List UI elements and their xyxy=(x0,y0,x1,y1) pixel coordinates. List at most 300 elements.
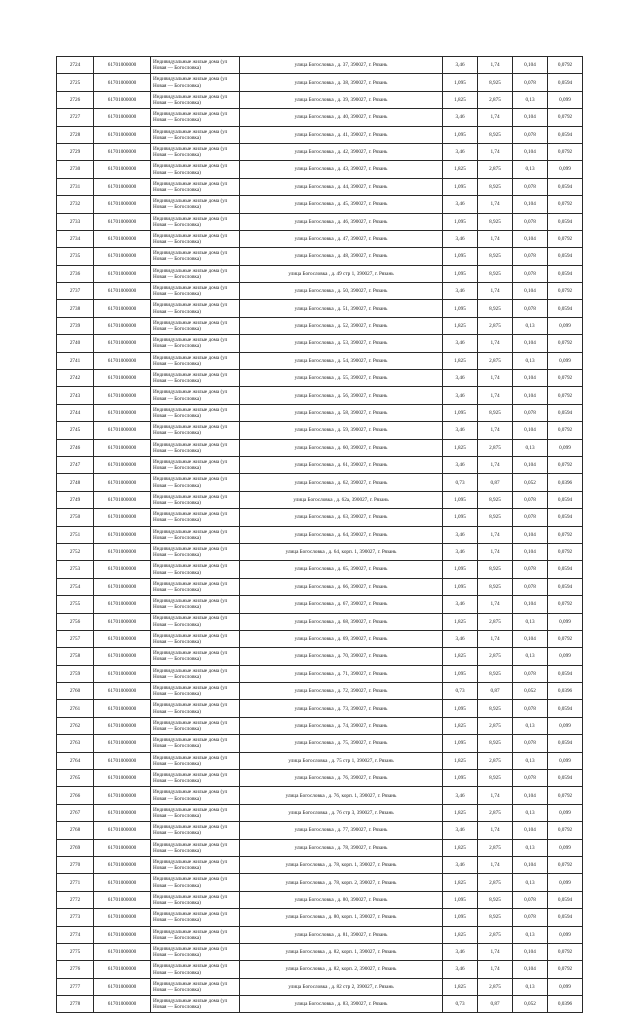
oktmo-code-cell: 61701000000 xyxy=(94,283,151,300)
table-row xyxy=(57,613,583,630)
address-cell: улица Богословка , д. 48, 390027, г. Рязань xyxy=(240,248,443,265)
object-type-cell: Индивидуальные жилые дома (ул Новая — Богословка) xyxy=(151,352,240,369)
value-1-cell: 1,825 xyxy=(443,613,478,630)
value-2-cell: 2,875 xyxy=(478,839,513,856)
value-4-cell: 0,0792 xyxy=(548,630,583,647)
row-number-cell: 2751 xyxy=(57,526,94,543)
address-cell: улица Богословка , д. 38, 390027, г. Рязань xyxy=(240,74,443,91)
row-number-cell: 2775 xyxy=(57,943,94,960)
address-cell: улица Богословка , д. 80, 390027, г. Рязань xyxy=(240,891,443,908)
address-cell: улица Богословка , д. 46, 390027, г. Рязань xyxy=(240,213,443,230)
oktmo-code-cell: 61701000000 xyxy=(94,978,151,995)
address-cell: улица Богословка , д. 82, корп. 1, 390027, г. Рязань xyxy=(240,943,443,960)
object-type-cell: Индивидуальные жилые дома (ул Новая — Богословка) xyxy=(151,787,240,804)
object-type-cell: Индивидуальные жилые дома (ул Новая — Богословка) xyxy=(151,439,240,456)
oktmo-code-cell: 61701000000 xyxy=(94,509,151,526)
row-number-cell: 2727 xyxy=(57,109,94,126)
value-2-cell: 1,74 xyxy=(478,943,513,960)
address-cell: улица Богословка , д. 60, 390027, г. Рязань xyxy=(240,439,443,456)
value-1-cell: 3,46 xyxy=(443,822,478,839)
data-table-body xyxy=(57,57,583,1013)
value-1-cell: 1,095 xyxy=(443,178,478,195)
address-cell: улица Богословка , д. 69, 390027, г. Рязань xyxy=(240,630,443,647)
value-4-cell: 0,099 xyxy=(548,648,583,665)
oktmo-code-cell: 61701000000 xyxy=(94,474,151,491)
row-number-cell: 2777 xyxy=(57,978,94,995)
value-1-cell: 3,46 xyxy=(443,526,478,543)
table-row xyxy=(57,752,583,769)
oktmo-code-cell: 61701000000 xyxy=(94,196,151,213)
row-number-cell: 2736 xyxy=(57,265,94,282)
row-number-cell: 2744 xyxy=(57,404,94,421)
value-3-cell: 0,078 xyxy=(513,491,548,508)
value-2-cell: 1,74 xyxy=(478,787,513,804)
table-row xyxy=(57,422,583,439)
value-1-cell: 1,095 xyxy=(443,126,478,143)
value-3-cell: 0,078 xyxy=(513,891,548,908)
value-2-cell: 8,925 xyxy=(478,265,513,282)
row-number-cell: 2756 xyxy=(57,613,94,630)
object-type-cell: Индивидуальные жилые дома (ул Новая — Богословка) xyxy=(151,752,240,769)
value-1-cell: 1,095 xyxy=(443,248,478,265)
value-2-cell: 1,74 xyxy=(478,196,513,213)
object-type-cell: Индивидуальные жилые дома (ул Новая — Богословка) xyxy=(151,874,240,891)
oktmo-code-cell: 61701000000 xyxy=(94,422,151,439)
value-2-cell: 2,875 xyxy=(478,161,513,178)
value-4-cell: 0,0594 xyxy=(548,509,583,526)
value-4-cell: 0,0792 xyxy=(548,283,583,300)
value-1-cell: 0,73 xyxy=(443,996,478,1013)
oktmo-code-cell: 61701000000 xyxy=(94,822,151,839)
value-3-cell: 0,078 xyxy=(513,735,548,752)
table-row xyxy=(57,961,583,978)
value-4-cell: 0,0594 xyxy=(548,265,583,282)
table-row xyxy=(57,874,583,891)
oktmo-code-cell: 61701000000 xyxy=(94,856,151,873)
value-3-cell: 0,104 xyxy=(513,143,548,160)
table-row xyxy=(57,335,583,352)
table-row xyxy=(57,856,583,873)
table-row xyxy=(57,978,583,995)
value-1-cell: 0,73 xyxy=(443,474,478,491)
value-1-cell: 3,46 xyxy=(443,283,478,300)
value-4-cell: 0,0792 xyxy=(548,422,583,439)
oktmo-code-cell: 61701000000 xyxy=(94,161,151,178)
value-2-cell: 8,925 xyxy=(478,404,513,421)
value-1-cell: 1,825 xyxy=(443,874,478,891)
value-4-cell: 0,099 xyxy=(548,717,583,734)
address-cell: улица Богословка , д. 64, 390027, г. Рязань xyxy=(240,526,443,543)
value-4-cell: 0,0594 xyxy=(548,74,583,91)
address-cell: улица Богословка , д. 63, 390027, г. Рязань xyxy=(240,509,443,526)
value-3-cell: 0,078 xyxy=(513,561,548,578)
object-type-cell: Индивидуальные жилые дома (ул Новая — Богословка) xyxy=(151,230,240,247)
oktmo-code-cell: 61701000000 xyxy=(94,57,151,74)
oktmo-code-cell: 61701000000 xyxy=(94,700,151,717)
value-1-cell: 1,095 xyxy=(443,700,478,717)
value-4-cell: 0,0594 xyxy=(548,248,583,265)
value-4-cell: 0,0594 xyxy=(548,126,583,143)
value-3-cell: 0,13 xyxy=(513,874,548,891)
value-3-cell: 0,078 xyxy=(513,248,548,265)
address-cell: улица Богословка , д. 78, корп. 2, 390027, г. Рязань xyxy=(240,874,443,891)
object-type-cell: Индивидуальные жилые дома (ул Новая — Богословка) xyxy=(151,474,240,491)
value-1-cell: 3,46 xyxy=(443,387,478,404)
row-number-cell: 2766 xyxy=(57,787,94,804)
value-2-cell: 0,87 xyxy=(478,683,513,700)
value-3-cell: 0,104 xyxy=(513,456,548,473)
object-type-cell: Индивидуальные жилые дома (ул Новая — Богословка) xyxy=(151,665,240,682)
value-2-cell: 1,74 xyxy=(478,109,513,126)
value-2-cell: 2,875 xyxy=(478,439,513,456)
value-2-cell: 1,74 xyxy=(478,543,513,560)
oktmo-code-cell: 61701000000 xyxy=(94,630,151,647)
value-2-cell: 2,875 xyxy=(478,978,513,995)
oktmo-code-cell: 61701000000 xyxy=(94,387,151,404)
table-row xyxy=(57,126,583,143)
row-number-cell: 2749 xyxy=(57,491,94,508)
table-row xyxy=(57,387,583,404)
row-number-cell: 2778 xyxy=(57,996,94,1013)
value-1-cell: 1,825 xyxy=(443,439,478,456)
value-4-cell: 0,0792 xyxy=(548,526,583,543)
value-3-cell: 0,078 xyxy=(513,300,548,317)
oktmo-code-cell: 61701000000 xyxy=(94,352,151,369)
value-2-cell: 2,875 xyxy=(478,804,513,821)
value-2-cell: 8,925 xyxy=(478,700,513,717)
oktmo-code-cell: 61701000000 xyxy=(94,578,151,595)
value-4-cell: 0,0594 xyxy=(548,891,583,908)
address-cell: улица Богословка , д. 67, 390027, г. Рязань xyxy=(240,596,443,613)
address-cell: улица Богословка , д. 76 стр 3, 390027, г. Рязань xyxy=(240,804,443,821)
value-1-cell: 1,095 xyxy=(443,561,478,578)
object-type-cell: Индивидуальные жилые дома (ул Новая — Богословка) xyxy=(151,943,240,960)
value-3-cell: 0,052 xyxy=(513,683,548,700)
object-type-cell: Индивидуальные жилые дома (ул Новая — Богословка) xyxy=(151,509,240,526)
oktmo-code-cell: 61701000000 xyxy=(94,265,151,282)
value-3-cell: 0,104 xyxy=(513,196,548,213)
value-1-cell: 1,095 xyxy=(443,265,478,282)
value-1-cell: 3,46 xyxy=(443,196,478,213)
row-number-cell: 2746 xyxy=(57,439,94,456)
value-2-cell: 8,925 xyxy=(478,213,513,230)
row-number-cell: 2764 xyxy=(57,752,94,769)
value-4-cell: 0,0792 xyxy=(548,596,583,613)
oktmo-code-cell: 61701000000 xyxy=(94,909,151,926)
value-2-cell: 2,875 xyxy=(478,317,513,334)
oktmo-code-cell: 61701000000 xyxy=(94,404,151,421)
value-3-cell: 0,13 xyxy=(513,352,548,369)
table-row xyxy=(57,474,583,491)
table-row xyxy=(57,74,583,91)
value-3-cell: 0,13 xyxy=(513,613,548,630)
value-1-cell: 3,46 xyxy=(443,143,478,160)
value-2-cell: 1,74 xyxy=(478,283,513,300)
value-3-cell: 0,104 xyxy=(513,387,548,404)
value-3-cell: 0,052 xyxy=(513,474,548,491)
value-1-cell: 1,095 xyxy=(443,909,478,926)
oktmo-code-cell: 61701000000 xyxy=(94,926,151,943)
row-number-cell: 2774 xyxy=(57,926,94,943)
oktmo-code-cell: 61701000000 xyxy=(94,335,151,352)
row-number-cell: 2726 xyxy=(57,91,94,108)
address-cell: улица Богословка , д. 75 стр 1, 390027, г. Рязань xyxy=(240,752,443,769)
row-number-cell: 2776 xyxy=(57,961,94,978)
value-4-cell: 0,099 xyxy=(548,752,583,769)
object-type-cell: Индивидуальные жилые дома (ул Новая — Богословка) xyxy=(151,91,240,108)
table-row xyxy=(57,300,583,317)
object-type-cell: Индивидуальные жилые дома (ул Новая — Богословка) xyxy=(151,283,240,300)
row-number-cell: 2738 xyxy=(57,300,94,317)
value-4-cell: 0,099 xyxy=(548,317,583,334)
oktmo-code-cell: 61701000000 xyxy=(94,996,151,1013)
value-3-cell: 0,104 xyxy=(513,335,548,352)
value-4-cell: 0,0594 xyxy=(548,735,583,752)
value-2-cell: 0,87 xyxy=(478,474,513,491)
address-cell: улица Богословка , д. 64, корп. 1, 390027, г. Рязань xyxy=(240,543,443,560)
value-1-cell: 3,46 xyxy=(443,109,478,126)
row-number-cell: 2741 xyxy=(57,352,94,369)
value-2-cell: 1,74 xyxy=(478,370,513,387)
value-2-cell: 2,875 xyxy=(478,91,513,108)
table-row xyxy=(57,700,583,717)
value-4-cell: 0,0396 xyxy=(548,996,583,1013)
value-4-cell: 0,0792 xyxy=(548,109,583,126)
oktmo-code-cell: 61701000000 xyxy=(94,456,151,473)
address-cell: улица Богословка , д. 62, 390027, г. Рязань xyxy=(240,474,443,491)
row-number-cell: 2750 xyxy=(57,509,94,526)
object-type-cell: Индивидуальные жилые дома (ул Новая — Богословка) xyxy=(151,683,240,700)
object-type-cell: Индивидуальные жилые дома (ул Новая — Богословка) xyxy=(151,648,240,665)
row-number-cell: 2731 xyxy=(57,178,94,195)
table-row xyxy=(57,265,583,282)
address-cell: улица Богословка , д. 61, 390027, г. Рязань xyxy=(240,456,443,473)
value-4-cell: 0,0792 xyxy=(548,822,583,839)
table-row xyxy=(57,317,583,334)
table-row xyxy=(57,683,583,700)
value-4-cell: 0,0792 xyxy=(548,961,583,978)
oktmo-code-cell: 61701000000 xyxy=(94,717,151,734)
object-type-cell: Индивидуальные жилые дома (ул Новая — Богословка) xyxy=(151,248,240,265)
object-type-cell: Индивидуальные жилые дома (ул Новая — Богословка) xyxy=(151,700,240,717)
address-cell: улица Богословка , д. 42, 390027, г. Рязань xyxy=(240,143,443,160)
object-type-cell: Индивидуальные жилые дома (ул Новая — Богословка) xyxy=(151,804,240,821)
value-3-cell: 0,078 xyxy=(513,909,548,926)
value-4-cell: 0,0792 xyxy=(548,230,583,247)
value-4-cell: 0,0792 xyxy=(548,787,583,804)
value-2-cell: 8,925 xyxy=(478,491,513,508)
table-row xyxy=(57,909,583,926)
object-type-cell: Индивидуальные жилые дома (ул Новая — Богословка) xyxy=(151,57,240,74)
value-2-cell: 1,74 xyxy=(478,422,513,439)
value-3-cell: 0,104 xyxy=(513,596,548,613)
value-4-cell: 0,0792 xyxy=(548,57,583,74)
value-1-cell: 1,825 xyxy=(443,91,478,108)
address-cell: улица Богословка , д. 43, 390027, г. Рязань xyxy=(240,161,443,178)
object-type-cell: Индивидуальные жилые дома (ул Новая — Богословка) xyxy=(151,839,240,856)
address-cell: улица Богословка , д. 37, 390027, г. Рязань xyxy=(240,57,443,74)
table-row xyxy=(57,248,583,265)
table-row xyxy=(57,370,583,387)
value-3-cell: 0,078 xyxy=(513,213,548,230)
value-2-cell: 2,875 xyxy=(478,717,513,734)
address-cell: улица Богословка , д. 66, 390027, г. Рязань xyxy=(240,578,443,595)
table-row xyxy=(57,648,583,665)
oktmo-code-cell: 61701000000 xyxy=(94,648,151,665)
value-3-cell: 0,078 xyxy=(513,509,548,526)
object-type-cell: Индивидуальные жилые дома (ул Новая — Богословка) xyxy=(151,300,240,317)
value-3-cell: 0,13 xyxy=(513,717,548,734)
table-row xyxy=(57,891,583,908)
row-number-cell: 2747 xyxy=(57,456,94,473)
value-3-cell: 0,104 xyxy=(513,230,548,247)
row-number-cell: 2769 xyxy=(57,839,94,856)
address-cell: улица Богословка , д. 59, 390027, г. Рязань xyxy=(240,422,443,439)
value-2-cell: 2,875 xyxy=(478,613,513,630)
value-1-cell: 1,095 xyxy=(443,770,478,787)
object-type-cell: Индивидуальные жилые дома (ул Новая — Богословка) xyxy=(151,891,240,908)
value-1-cell: 3,46 xyxy=(443,630,478,647)
value-4-cell: 0,099 xyxy=(548,978,583,995)
oktmo-code-cell: 61701000000 xyxy=(94,126,151,143)
address-cell: улица Богословка , д. 75, 390027, г. Рязань xyxy=(240,735,443,752)
value-1-cell: 1,095 xyxy=(443,491,478,508)
value-2-cell: 8,925 xyxy=(478,665,513,682)
value-3-cell: 0,104 xyxy=(513,630,548,647)
row-number-cell: 2730 xyxy=(57,161,94,178)
row-number-cell: 2752 xyxy=(57,543,94,560)
object-type-cell: Индивидуальные жилые дома (ул Новая — Богословка) xyxy=(151,196,240,213)
address-cell: улица Богословка , д. 40, 390027, г. Рязань xyxy=(240,109,443,126)
oktmo-code-cell: 61701000000 xyxy=(94,370,151,387)
value-1-cell: 1,825 xyxy=(443,352,478,369)
value-3-cell: 0,104 xyxy=(513,543,548,560)
row-number-cell: 2771 xyxy=(57,874,94,891)
object-type-cell: Индивидуальные жилые дома (ул Новая — Богословка) xyxy=(151,387,240,404)
row-number-cell: 2770 xyxy=(57,856,94,873)
object-type-cell: Индивидуальные жилые дома (ул Новая — Богословка) xyxy=(151,265,240,282)
value-1-cell: 1,095 xyxy=(443,74,478,91)
oktmo-code-cell: 61701000000 xyxy=(94,91,151,108)
address-cell: улица Богословка , д. 70, 390027, г. Рязань xyxy=(240,648,443,665)
table-row xyxy=(57,404,583,421)
address-cell: улица Богословка , д. 76, 390027, г. Рязань xyxy=(240,770,443,787)
value-4-cell: 0,0594 xyxy=(548,213,583,230)
row-number-cell: 2758 xyxy=(57,648,94,665)
address-cell: улица Богословка , д. 55, 390027, г. Рязань xyxy=(240,370,443,387)
value-1-cell: 3,46 xyxy=(443,370,478,387)
oktmo-code-cell: 61701000000 xyxy=(94,300,151,317)
row-number-cell: 2760 xyxy=(57,683,94,700)
row-number-cell: 2755 xyxy=(57,596,94,613)
value-4-cell: 0,0792 xyxy=(548,456,583,473)
value-2-cell: 8,925 xyxy=(478,891,513,908)
value-2-cell: 2,875 xyxy=(478,648,513,665)
oktmo-code-cell: 61701000000 xyxy=(94,665,151,682)
value-2-cell: 8,925 xyxy=(478,770,513,787)
object-type-cell: Индивидуальные жилые дома (ул Новая — Богословка) xyxy=(151,613,240,630)
value-3-cell: 0,078 xyxy=(513,126,548,143)
address-cell: улица Богословка , д. 76, корп. 1, 390027, г. Рязань xyxy=(240,787,443,804)
value-1-cell: 1,825 xyxy=(443,161,478,178)
oktmo-code-cell: 61701000000 xyxy=(94,961,151,978)
table-row xyxy=(57,943,583,960)
address-cell: улица Богословка , д. 50, 390027, г. Рязань xyxy=(240,283,443,300)
value-1-cell: 1,825 xyxy=(443,978,478,995)
value-1-cell: 0,73 xyxy=(443,683,478,700)
value-4-cell: 0,0594 xyxy=(548,178,583,195)
value-3-cell: 0,078 xyxy=(513,700,548,717)
value-3-cell: 0,13 xyxy=(513,439,548,456)
address-cell: улица Богословка , д. 49 стр 1, 390027, г. Рязань xyxy=(240,265,443,282)
object-type-cell: Индивидуальные жилые дома (ул Новая — Богословка) xyxy=(151,178,240,195)
address-cell: улица Богословка , д. 51, 390027, г. Рязань xyxy=(240,300,443,317)
oktmo-code-cell: 61701000000 xyxy=(94,248,151,265)
object-type-cell: Индивидуальные жилые дома (ул Новая — Богословка) xyxy=(151,335,240,352)
oktmo-code-cell: 61701000000 xyxy=(94,230,151,247)
table-row xyxy=(57,109,583,126)
table-row xyxy=(57,561,583,578)
table-row xyxy=(57,283,583,300)
object-type-cell: Индивидуальные жилые дома (ул Новая — Богословка) xyxy=(151,961,240,978)
oktmo-code-cell: 61701000000 xyxy=(94,143,151,160)
value-1-cell: 1,825 xyxy=(443,926,478,943)
address-cell: улица Богословка , д. 39, 390027, г. Рязань xyxy=(240,91,443,108)
value-1-cell: 1,825 xyxy=(443,752,478,769)
oktmo-code-cell: 61701000000 xyxy=(94,770,151,787)
address-cell: улица Богословка , д. 81, 390027, г. Рязань xyxy=(240,926,443,943)
table-row xyxy=(57,161,583,178)
value-2-cell: 0,87 xyxy=(478,996,513,1013)
value-2-cell: 2,875 xyxy=(478,352,513,369)
object-type-cell: Индивидуальные жилые дома (ул Новая — Богословка) xyxy=(151,526,240,543)
value-1-cell: 3,46 xyxy=(443,422,478,439)
value-3-cell: 0,104 xyxy=(513,109,548,126)
object-type-cell: Индивидуальные жилые дома (ул Новая — Богословка) xyxy=(151,735,240,752)
row-number-cell: 2767 xyxy=(57,804,94,821)
object-type-cell: Индивидуальные жилые дома (ул Новая — Богословка) xyxy=(151,213,240,230)
table-row xyxy=(57,543,583,560)
address-cell: улица Богословка , д. 65, 390027, г. Рязань xyxy=(240,561,443,578)
value-3-cell: 0,078 xyxy=(513,178,548,195)
value-3-cell: 0,078 xyxy=(513,74,548,91)
table-row xyxy=(57,578,583,595)
value-1-cell: 1,095 xyxy=(443,404,478,421)
value-2-cell: 1,74 xyxy=(478,230,513,247)
oktmo-code-cell: 61701000000 xyxy=(94,839,151,856)
object-type-cell: Индивидуальные жилые дома (ул Новая — Богословка) xyxy=(151,74,240,91)
value-3-cell: 0,078 xyxy=(513,404,548,421)
row-number-cell: 2735 xyxy=(57,248,94,265)
value-1-cell: 1,825 xyxy=(443,717,478,734)
object-type-cell: Индивидуальные жилые дома (ул Новая — Богословка) xyxy=(151,143,240,160)
table-row xyxy=(57,456,583,473)
value-3-cell: 0,13 xyxy=(513,978,548,995)
oktmo-code-cell: 61701000000 xyxy=(94,804,151,821)
value-4-cell: 0,0396 xyxy=(548,474,583,491)
table-row xyxy=(57,196,583,213)
value-3-cell: 0,078 xyxy=(513,578,548,595)
oktmo-code-cell: 61701000000 xyxy=(94,439,151,456)
row-number-cell: 2753 xyxy=(57,561,94,578)
value-4-cell: 0,099 xyxy=(548,161,583,178)
value-2-cell: 1,74 xyxy=(478,630,513,647)
oktmo-code-cell: 61701000000 xyxy=(94,561,151,578)
object-type-cell: Индивидуальные жилые дома (ул Новая — Богословка) xyxy=(151,561,240,578)
address-cell: улица Богословка , д. 53, 390027, г. Рязань xyxy=(240,335,443,352)
oktmo-code-cell: 61701000000 xyxy=(94,874,151,891)
value-4-cell: 0,099 xyxy=(548,839,583,856)
